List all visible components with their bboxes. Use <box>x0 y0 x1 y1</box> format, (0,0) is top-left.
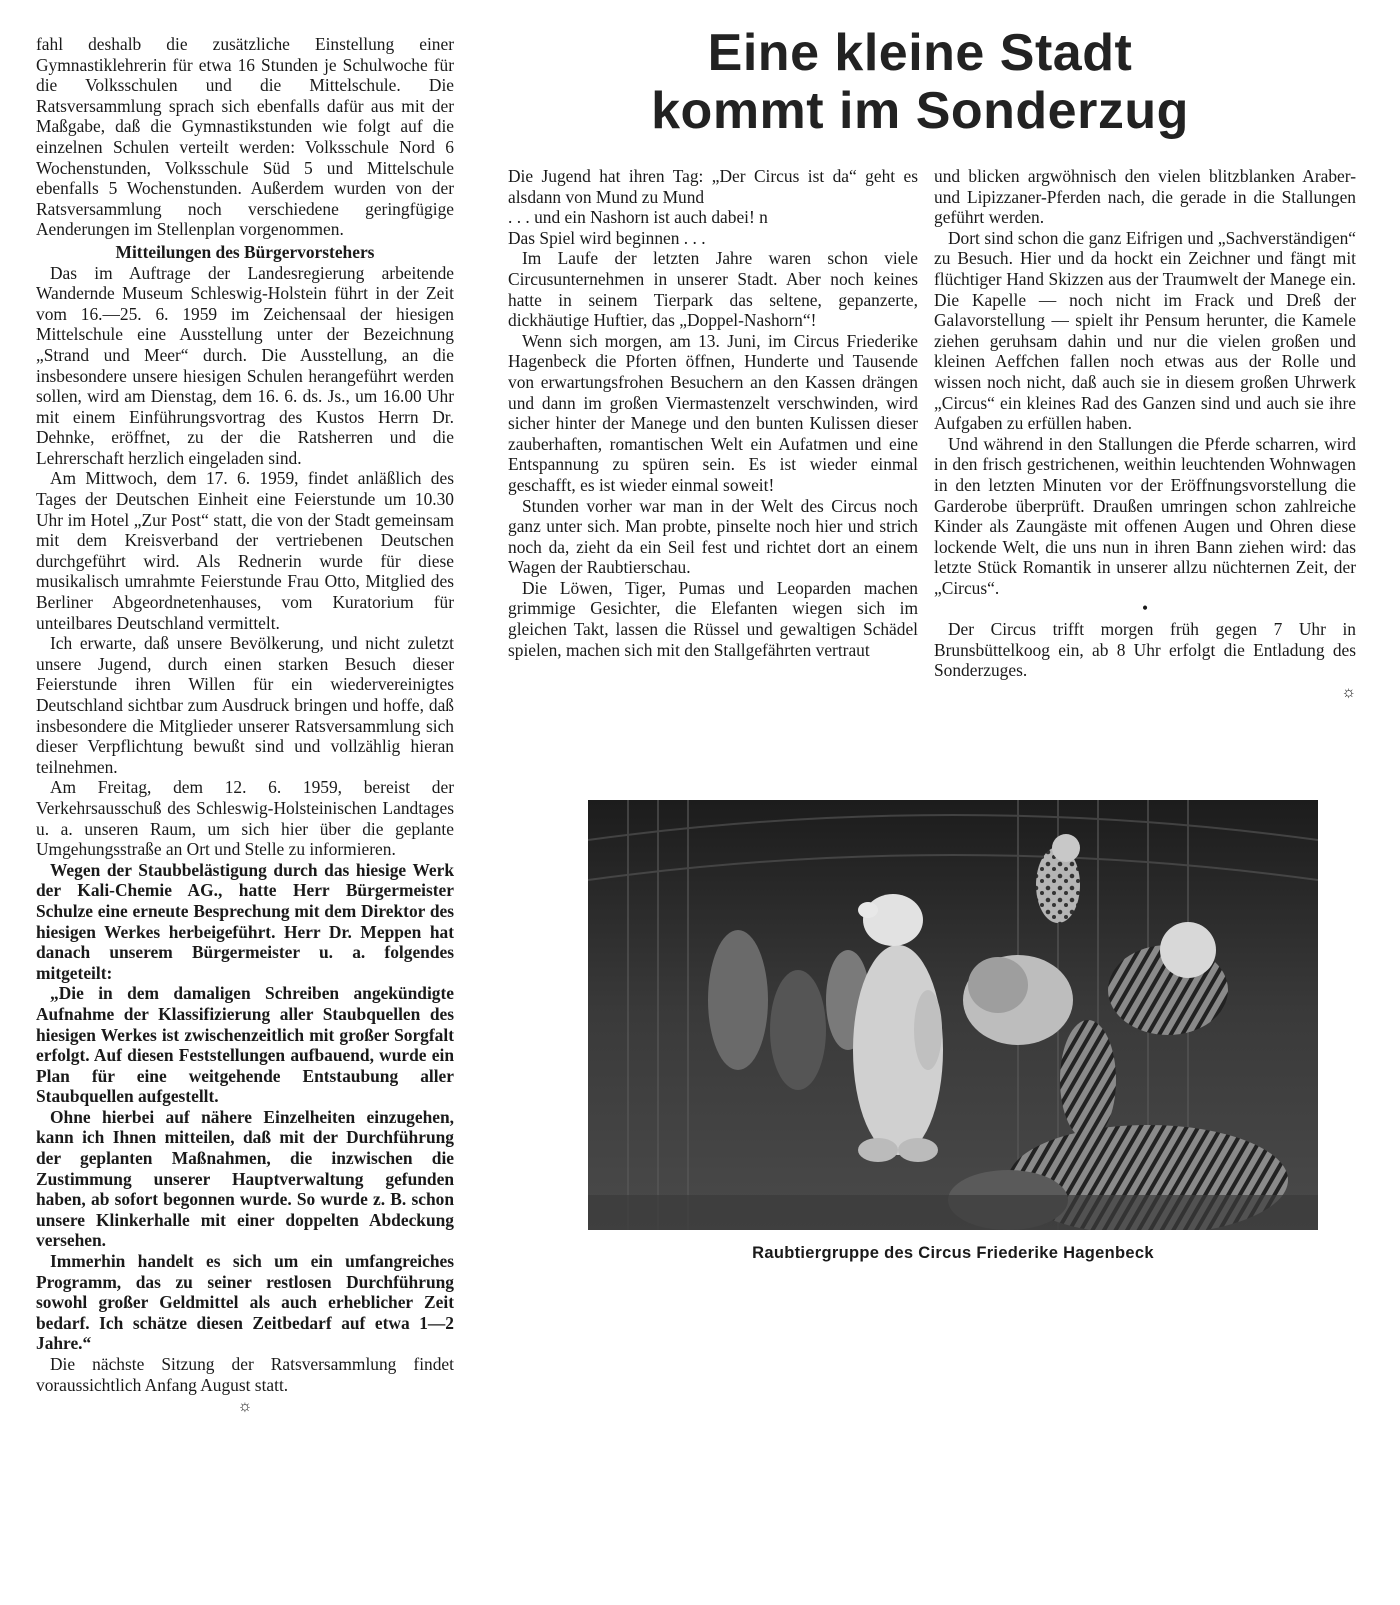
paragraph: und blicken argwöhnisch den vielen blitzblanken Araber- und Lipizzaner-Pferden nach, die gerade in die Stallungen geführt werden. <box>934 166 1356 228</box>
paragraph: Das im Auftrage der Landesregierung arbeitende Wandernde Museum Schleswig-Holstein führt in der Zeit vom 16.—25. 6. 1959 im Zeichensaal der hiesigen Mittelschule eine Ausstellung unter der Bezeichnung „Strand und Meer“ durch. Die Ausstellung, an die insbesondere unsere hiesigen Schulen herangeführt werden sollen, wird am Dienstag, dem 16. 6. ds. Js., um 16.00 Uhr mit einem Einführungsvortrag des Kustos Herrn Dr. Dehnke, eröffnet, zu der die Ratsherren und die Lehrerschaft herzlich eingeladen sind. <box>36 262 454 468</box>
paragraph: Ohne hierbei auf nähere Einzelheiten einzugehen, kann ich Ihnen mitteilen, daß mit der Durchführung der geplanten Maßnahmen, die inzwischen die Zustimmung unserer Hauptverwaltung gefunden haben, ab sofort begonnen wurde. So wurde z. B. schon unsere Klinkerhalle mit einer doppelten Abdeckung versehen. <box>36 1106 454 1251</box>
paragraph: Wenn sich morgen, am 13. Juni, im Circus Friederike Hagenbeck die Pforten öffnen, Hunderte und Tausende von erwartungsfrohen Besuchern an den Kassen drängen und dann im großen Viermastenzelt verschwinden, wird sicher hinter der Manege und den bunten Kulissen dieser zauberhaften, romantischen Welt ein Aufatmen und eine Entspannung zu spüren sein. Es ist wieder einmal geschafft, es ist wieder einmal soweit! <box>508 330 918 495</box>
subheading: Mitteilungen des Bürgervorstehers <box>115 241 375 262</box>
divider-dot: • <box>1141 598 1149 619</box>
paragraph: Die Löwen, Tiger, Pumas und Leoparden machen grimmige Gesichter, die Elefanten wiegen sich im gleichen Takt, lassen die Rüssel und gewaltigen Schädel spielen, machen sich mit den Stallgefährten vertraut <box>508 577 918 660</box>
circus-animals-photo <box>588 800 1318 1230</box>
middle-column-article <box>508 166 918 660</box>
paragraph: Stunden vorher war man in der Welt des Circus noch ganz unter sich. Man probte, pinselte noch hier und strich noch da, zieht da ein Seil fest und richtet dort an einem Wagen der Raubtierschau. <box>508 495 918 578</box>
paragraph: Dort sind schon die ganz Eifrigen und „Sachverständigen“ zu Besuch. Hier und da hockt ein Zeichner und fängt mit flüchtiger Hand Skizzen aus der Traumwelt der Manege ein. Die Kapelle — noch nicht im Frack und Dreß der Galavorstellung — spielt ihr Pensum herunter, die Kamele ziehen geruhsam dahin und nur die vielen großen und kleinen Aeffchen fallen noch etwas aus der Rolle und wissen noch nicht, daß auch sie in diesem großen Uhrwerk „Circus“ ein kleines Rad des Ganzen sind und auch sie ihre Aufgaben zu erfüllen haben. <box>934 227 1356 434</box>
photo-illustration <box>588 800 1318 1230</box>
paragraph: fahl deshalb die zusätzliche Einstellung einer Gymnastiklehrerin für etwa 16 Stunden je Schulwoche für die Volksschulen und die Mittelschule. Die Ratsversammlung sprach sich ebenfalls dafür aus mit der Maßgabe, daß die Gymnastikstunden wie folgt auf die einzelnen Schulen verteilt werden: Volksschule Nord 6 Wochenstunden, Volksschule Süd 5 und Mittelschule ebenfalls 5 Wochenstunden. Außerdem wurden von der Ratsversammlung noch verschiedene geringfügige Aenderungen im Stellenplan vorgenommen. <box>36 34 454 240</box>
paragraph: Im Laufe der letzten Jahre waren schon viele Circusunternehmen in unserer Stadt. Aber noch keines hatte in seinem Tierpark das seltene, gepanzerte, dickhäutige Huftier, das „Doppel-Nashorn“! <box>508 248 918 331</box>
paragraph: Der Circus trifft morgen früh gegen 7 Uhr in Brunsbüttelkoog ein, ab 8 Uhr erfolgt die Entladung des Sonderzuges. <box>934 619 1356 681</box>
paragraph: Immerhin handelt es sich um ein umfangreiches Programm, das zu seiner restlosen Durchführung sowohl großer Geldmittel als auch erheblicher Zeit bedarf. Ich schätze diesen Zeitbedarf auf etwa 1—2 Jahre.“ <box>36 1251 454 1354</box>
paragraph: Das Spiel wird beginnen . . . <box>508 227 706 248</box>
star-icon: ☼ <box>237 1398 253 1416</box>
paragraph: Die nächste Sitzung der Ratsversammlung findet voraussichtlich Anfang August statt. <box>36 1354 454 1395</box>
photo-caption: Raubtiergruppe des Circus Friederike Hagenbeck <box>752 1244 1154 1262</box>
headline-line-1: Eine kleine Stadt <box>707 24 1133 82</box>
article-headline <box>560 24 1280 140</box>
paragraph: Die Jugend hat ihren Tag: „Der Circus ist da“ geht es alsdann von Mund zu Mund <box>508 166 918 207</box>
paragraph: . . . und ein Nashorn ist auch dabei! n <box>508 207 768 228</box>
headline-line-2: kommt im Sonderzug <box>651 82 1189 140</box>
paragraph: Am Freitag, dem 12. 6. 1959, bereist der Verkehrsausschuß des Schleswig-Holsteinischen Landtages u. a. unseren Raum, um sich hier über die geplante Umgehungsstraße an Ort und Stelle zu informieren. <box>36 777 454 860</box>
paragraph: Und während in den Stallungen die Pferde scharren, wird in den frisch gestrichenen, weithin leuchtenden Wohnwagen in den letzten Minuten vor der Eröffnungsvorstellung die Garderobe überprüft. Draußen umringen schon zahlreiche Kinder als Zaungäste mit offenen Augen und Ohren diese lockende Welt, die uns nun in ihren Bann ziehen wird: das letzte Stück Romantik in unserer allzu nüchternen Zeit, der „Circus“. <box>934 433 1356 598</box>
left-column-article <box>36 34 454 1418</box>
star-icon: ☼ <box>1341 683 1356 701</box>
paragraph: „Die in dem damaligen Schreiben angekündigte Aufnahme der Klassifizierung aller Staubquellen des hiesigen Werkes ist zwischenzeitlich mit großer Sorgfalt erfolgt. Auf diesen Feststellungen aufbauend, wurde ein Plan für eine weitgehende Entstaubung aller Staubquellen aufgestellt. <box>36 983 454 1107</box>
paragraph: Am Mittwoch, dem 17. 6. 1959, findet anläßlich des Tages der Deutschen Einheit eine Feierstunde um 10.30 Uhr im Hotel „Zur Post“ statt, die von der Stadt gemeinsam mit dem Kreisverband der vertriebenen Deutschen durchgeführt wird. Als Rednerin wurde für diese musikalisch umrahmte Feierstunde Frau Otto, Mitglied des Berliner Abgeordnetenhauses, vom Kuratorium für unteilbares Deutschland vermittelt. <box>36 468 454 633</box>
right-column-article <box>934 166 1356 703</box>
paragraph: Ich erwarte, daß unsere Bevölkerung, und nicht zuletzt unsere Jugend, durch einen starken Besuch dieser Feierstunde ihren Willen für ein wiedervereinigtes Deutschland sichtbar zum Ausdruck bringen und hoffe, daß insbesondere die Mitglieder unserer Ratsversammlung sich dieser Verpflichtung bewußt sind und vollzählig hieran teilnehmen. <box>36 633 454 777</box>
end-mark <box>934 681 1356 704</box>
end-mark <box>36 1395 454 1418</box>
paragraph: Wegen der Staubbelästigung durch das hiesige Werk der Kali-Chemie AG., hatte Herr Bürgermeister Schulze eine erneute Besprechung mit dem Direktor des hiesigen Werkes herbeigeführt. Herr Dr. Meppen hat danach unserem Bürgermeister u. a. folgendes mitgeteilt: <box>36 859 454 983</box>
